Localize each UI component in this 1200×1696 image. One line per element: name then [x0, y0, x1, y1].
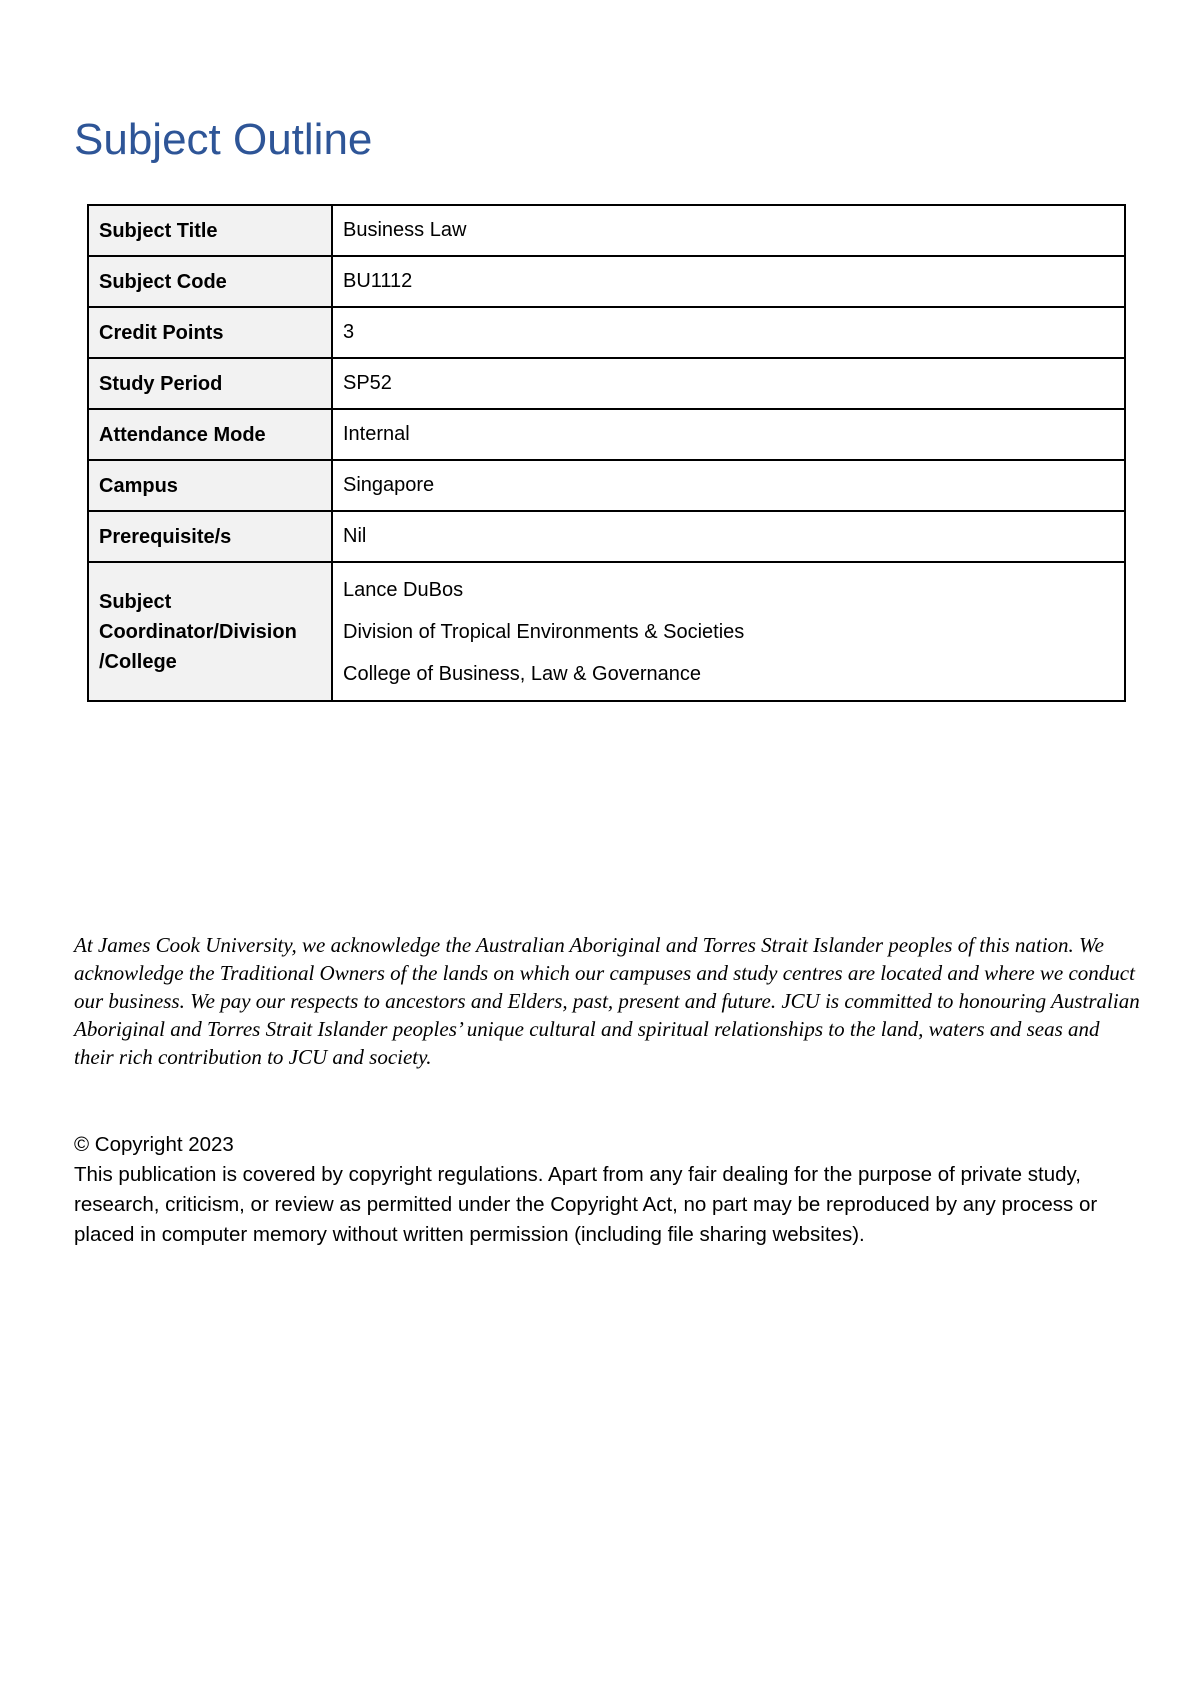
table-row-credit-points: [88, 307, 1125, 358]
row-value: Business Law: [332, 205, 1125, 256]
row-label: Subject Coordinator/Division /College: [88, 562, 332, 701]
row-label: Campus: [88, 460, 332, 511]
row-value: [332, 562, 1125, 701]
subject-details-table: [87, 204, 1126, 702]
coordinator-college: College of Business, Law & Governance: [343, 662, 701, 685]
table-row-attendance-mode: [88, 409, 1125, 460]
coordinator-division: Division of Tropical Environments & Societies: [343, 620, 745, 643]
row-value: Internal: [332, 409, 1125, 460]
coordinator-name: Lance DuBos: [343, 578, 464, 601]
row-value: BU1112: [332, 256, 1125, 307]
row-label: Credit Points: [88, 307, 332, 358]
row-label: Attendance Mode: [88, 409, 332, 460]
row-label: Prerequisite/s: [88, 511, 332, 562]
row-value: SP52: [332, 358, 1125, 409]
row-value: Singapore: [332, 460, 1125, 511]
row-value: 3: [332, 307, 1125, 358]
table-row-prerequisites: [88, 511, 1125, 562]
copyright-notice: This publication is covered by copyright regulations. Apart from any fair dealing for the purpose of private study, research, criticism, or review as permitted under the Copyright Act, no part may be reproduced by any process or placed in computer memory without written permission (including file sharing websites).: [74, 1163, 1098, 1246]
table-row-subject-code: [88, 256, 1125, 307]
row-label: Subject Code: [88, 256, 332, 307]
copyright-section: [74, 1130, 1154, 1250]
table-row-subject-title: [88, 205, 1125, 256]
row-label: Subject Title: [88, 205, 332, 256]
table-row-coordinator: [88, 562, 1125, 701]
row-label: Study Period: [88, 358, 332, 409]
table-row-study-period: [88, 358, 1125, 409]
acknowledgement-of-country: At James Cook University, we acknowledge the Australian Aboriginal and Torres Strait Islander peoples of this nation. We acknowledge the Traditional Owners of the lands on which our campuses and study centres are located and where we conduct our business. We pay our respects to ancestors and Elders, past, present and future. JCU is committed to honouring Australian Aboriginal and Torres Strait Islander peoples’ unique cultural and spiritual relationships to the land, waters and seas and their rich contribution to JCU and society.: [74, 933, 1140, 1069]
table-row-campus: [88, 460, 1125, 511]
row-value: Nil: [332, 511, 1125, 562]
page-title: Subject Outline: [74, 115, 373, 164]
copyright-heading: © Copyright 2023: [74, 1133, 234, 1156]
